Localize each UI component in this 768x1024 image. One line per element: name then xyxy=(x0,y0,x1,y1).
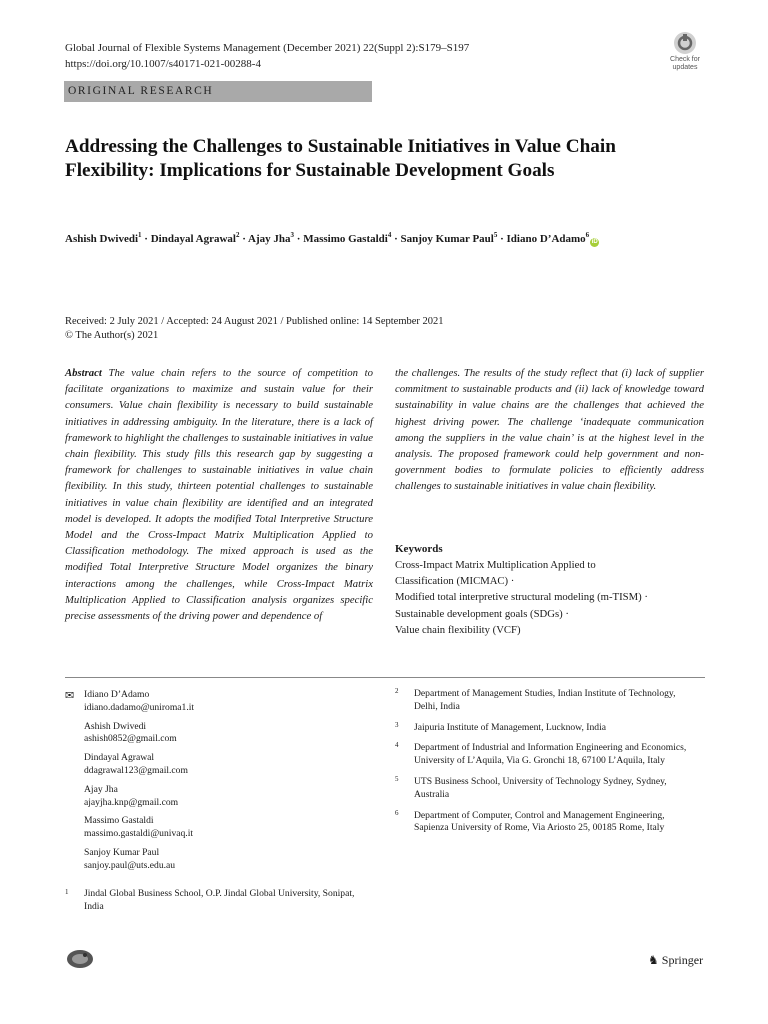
keyword-item: Classification (MICMAC) · xyxy=(395,575,515,588)
affiliation-6 xyxy=(395,810,695,836)
contact-email[interactable]: ddagrawal123@gmail.com xyxy=(84,764,188,776)
affiliation-number: 3 xyxy=(395,720,399,729)
keywords-list xyxy=(395,557,695,638)
journal-citation: Global Journal of Flexible Systems Management (December 2021) 22(Suppl 2):S179–S197 xyxy=(65,42,470,54)
affiliation-text: Department of Computer, Control and Management Engineering, Sapienza University of Rome, Via Ariosto 25, 00185 Rome, Italy xyxy=(414,809,665,834)
contact-name: Idiano D’Adamo xyxy=(84,689,150,700)
affiliation-number: 2 xyxy=(395,687,399,695)
abstract-text-1: The value chain refers to the source of competition to facilitate organizations to maximize and sustain value for their consumers. Value chain flexibility is necessary to build sustainable initiatives in addressing ambiguity. In the literature, there is a lack of framework to highlight the challenges to sustainable initiatives in value chain flexibility. This study fills this research gap by suggesting a framework for challenges to sustainable initiatives in value chain flexibility. In this study, thirteen potential challenges to sustainable initiatives in value chain flexibility are identified and an integrated model is developed. It adopts the modified Total Interpretive Structure Model and the Cross-Impact Matrix Multiplication Applied to Classification methodology. The mixed approach is used as the modified Total Interpretive Structure Model organizes the binary interactions among the challenges, while Cross-Impact Matrix Multiplication Applied to Classification analysis organizes specific precise assessments of the driving power and dependence of xyxy=(65,367,373,623)
copyright-line: © The Author(s) 2021 xyxy=(65,330,159,341)
contact-entry xyxy=(84,847,374,873)
author-affil-num: 2 xyxy=(235,231,240,239)
author-affil-num: 5 xyxy=(493,231,498,239)
article-title: Addressing the Challenges to Sustainable Initiatives in Value Chain Flexibility: Implications for Sustainable Development Goals xyxy=(65,136,616,181)
orcid-icon[interactable]: iD xyxy=(591,239,598,245)
badge-line2: updates xyxy=(672,64,698,71)
contact-entry xyxy=(84,815,374,841)
contact-entry xyxy=(84,784,374,810)
doi-link[interactable]: https://doi.org/10.1007/s40171-021-00288-4 xyxy=(65,58,261,70)
author-name[interactable]: Ashish Dwivedi xyxy=(65,233,139,245)
keyword-item: Modified total interpretive structural modeling (m-TISM) · xyxy=(395,591,648,604)
affiliation-number: 1 xyxy=(65,888,69,896)
abstract-column-2: the challenges. The results of the study reflect that (i) lack of supplier commitment to sustainable products and (ii) lack of knowledge toward sustainability in value chains are the challenges that achieved the highest driving power. The challenge ‘inadequate communication among the suppliers in the value chain’ is at the highest level in the analysis. The proposed framework could help government and non-government bodies to formulate policies to efficiently address challenges to sustainable initiatives in value chain flexibility. xyxy=(395,367,704,493)
affiliation-3 xyxy=(395,722,695,735)
affiliation-number: 6 xyxy=(395,808,399,817)
contact-entry xyxy=(84,689,374,715)
footnote-divider xyxy=(65,677,705,678)
author-separator: · xyxy=(391,233,401,245)
author-contacts xyxy=(84,689,374,879)
contact-email[interactable]: sanjoy.paul@uts.edu.au xyxy=(84,859,176,871)
contact-email[interactable]: ajayjha.knp@gmail.com xyxy=(84,796,179,808)
author-list xyxy=(65,228,705,247)
keywords-heading: Keywords xyxy=(395,543,443,555)
contact-name: Sanjoy Kumar Paul xyxy=(84,846,160,858)
author-separator: · xyxy=(239,233,249,245)
abstract-column-1 xyxy=(65,365,373,624)
envelope-icon: ✉ xyxy=(65,689,75,702)
affiliation-number: 5 xyxy=(395,774,399,783)
author-separator: · xyxy=(141,233,151,245)
author-name[interactable]: Idiano D’Adamo xyxy=(506,233,586,245)
affiliation-text: UTS Business School, University of Technology Sydney, Sydney, Australia xyxy=(414,775,667,800)
affiliation-5 xyxy=(395,776,695,802)
badge-line1: Check for xyxy=(670,56,700,63)
publisher-name: Springer xyxy=(661,953,704,967)
publisher-logo xyxy=(648,952,703,968)
publication-dates xyxy=(65,315,444,343)
author-separator: · xyxy=(294,233,304,245)
section-label: ORIGINAL RESEARCH xyxy=(64,81,372,102)
author-name[interactable]: Massimo Gastaldi xyxy=(303,233,388,245)
affiliations-right xyxy=(395,688,695,843)
keyword-item: Sustainable development goals (SDGs) · xyxy=(395,607,569,620)
keyword-item: Cross-Impact Matrix Multiplication Applied to xyxy=(395,559,596,571)
author-separator: · xyxy=(497,233,507,245)
check-for-updates-badge[interactable] xyxy=(662,31,708,75)
affiliation-text: Department of Industrial and Information Engineering and Economics, University of L’Aquila, Via G. Gronchi 18, 67100 L’Aquila, Italy xyxy=(414,742,687,767)
contact-name: Ashish Dwivedi xyxy=(84,720,147,732)
contact-name: Ajay Jha xyxy=(84,783,118,795)
check-updates-icon xyxy=(673,31,697,55)
author-affil-num: 1 xyxy=(138,231,142,239)
contact-entry xyxy=(84,721,374,747)
contact-email[interactable]: massimo.gastaldi@univaq.it xyxy=(84,828,194,840)
affiliation-text: Jindal Global Business School, O.P. Jindal Global University, Sonipat, India xyxy=(84,888,355,912)
affiliation-4 xyxy=(395,742,695,768)
springer-chess-icon: ♞ xyxy=(648,953,659,967)
author-affil-num: 3 xyxy=(290,231,295,239)
author-name[interactable]: Dindayal Agrawal xyxy=(150,233,236,245)
author-name[interactable]: Sanjoy Kumar Paul xyxy=(400,233,494,245)
author-name[interactable]: Ajay Jha xyxy=(248,233,291,245)
contact-name: Massimo Gastaldi xyxy=(84,815,154,827)
affiliation-number: 4 xyxy=(395,741,399,750)
dates-line: Received: 2 July 2021 / Accepted: 24 August 2021 / Published online: 14 September 2021 xyxy=(65,316,444,327)
contact-name: Dindayal Agrawal xyxy=(84,752,155,764)
affiliation-text: Department of Management Studies, Indian Institute of Technology, Delhi, India xyxy=(414,688,676,712)
contact-email[interactable]: idiano.dadamo@uniroma1.it xyxy=(84,701,195,713)
author-affil-num: 4 xyxy=(387,231,392,239)
contact-entry xyxy=(84,752,374,778)
keyword-item: Value chain flexibility (VCF) xyxy=(395,623,521,636)
author-affil-num: 6 xyxy=(585,231,590,239)
springer-horse-logo-icon xyxy=(65,948,95,975)
contact-email[interactable]: ashish0852@gmail.com xyxy=(84,733,177,745)
abstract-heading: Abstract xyxy=(65,367,102,379)
affiliation-2 xyxy=(395,688,695,714)
affiliation-text: Jaipuria Institute of Management, Lucknow, India xyxy=(414,721,606,733)
